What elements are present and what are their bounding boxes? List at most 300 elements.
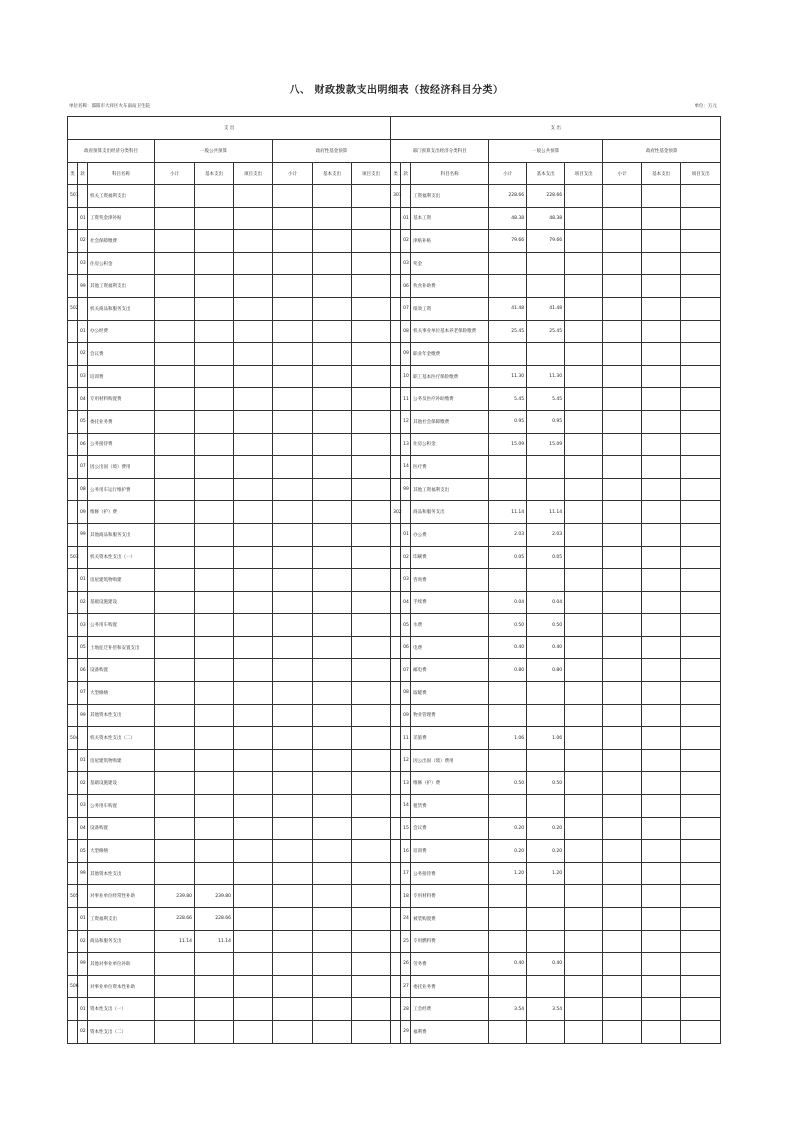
left-lei-cell xyxy=(68,998,78,1021)
left-subject-name-cell: 机关工资福利支出 xyxy=(88,185,155,208)
left-gen-project-cell xyxy=(234,365,273,388)
left-fund-project-cell xyxy=(352,433,391,456)
right-lei-cell xyxy=(391,704,401,727)
right-gen-basic-cell xyxy=(527,569,565,592)
right-subject-name-cell: 其他社会保障缴费 xyxy=(411,410,489,433)
left-fund-project-cell xyxy=(352,998,391,1021)
left-gen-project-cell xyxy=(234,659,273,682)
left-fund-project-cell xyxy=(352,772,391,795)
right-lei-cell xyxy=(391,523,401,546)
right-fund-project-cell xyxy=(681,953,721,976)
right-gen-basic-cell xyxy=(527,749,565,772)
left-lei-cell xyxy=(68,410,78,433)
right-gen-subtotal-header: 小计 xyxy=(489,163,527,185)
left-kuan-cell: 99 xyxy=(78,862,88,885)
page-title: 八、 财政拨款支出明细表（按经济科目分类） xyxy=(289,85,504,96)
right-lei-cell xyxy=(391,410,401,433)
right-fund-basic-cell xyxy=(642,185,681,208)
right-gen-project-cell xyxy=(565,885,603,908)
right-gen-subtotal-cell: 0.05 xyxy=(489,546,527,569)
left-fund-subtotal-cell xyxy=(273,207,313,230)
left-fund-basic-cell xyxy=(313,636,352,659)
right-kuan-cell: 03 xyxy=(401,252,411,275)
left-gen-subtotal-cell xyxy=(155,682,195,705)
right-gen-project-cell xyxy=(565,185,603,208)
right-fund-subtotal-cell xyxy=(603,817,642,840)
right-subject-name-cell: 医疗费 xyxy=(411,456,489,479)
right-gen-project-cell xyxy=(565,659,603,682)
right-fund-basic-cell xyxy=(642,795,681,818)
left-fund-budget-header: 政府性基金预算 xyxy=(273,140,391,163)
right-fund-project-cell xyxy=(681,456,721,479)
left-fund-basic-cell xyxy=(313,275,352,298)
right-gen-project-cell xyxy=(565,230,603,253)
left-gen-project-cell xyxy=(234,1020,273,1043)
left-gen-project-cell xyxy=(234,749,273,772)
left-gen-subtotal-cell: 228.66 xyxy=(155,908,195,931)
left-gen-project-cell xyxy=(234,682,273,705)
left-kuan-cell xyxy=(78,297,88,320)
right-gen-subtotal-cell: 1.20 xyxy=(489,862,527,885)
left-fund-project-cell xyxy=(352,795,391,818)
right-gen-basic-cell: 0.20 xyxy=(527,840,565,863)
right-fund-project-cell xyxy=(681,185,721,208)
right-lei-cell xyxy=(391,975,401,998)
right-gen-project-cell xyxy=(565,388,603,411)
left-subject-name-cell: 专用材料购置费 xyxy=(88,388,155,411)
right-gen-project-cell xyxy=(565,998,603,1021)
right-fund-project-cell xyxy=(681,478,721,501)
left-kuan-cell: 02 xyxy=(78,591,88,614)
left-kuan-cell: 99 xyxy=(78,704,88,727)
left-gen-subtotal-cell xyxy=(155,704,195,727)
left-kuan-cell: 06 xyxy=(78,659,88,682)
left-gen-basic-cell xyxy=(195,659,234,682)
right-kuan-cell: 15 xyxy=(401,817,411,840)
left-gen-basic-cell xyxy=(195,207,234,230)
right-subject-name-cell: 水费 xyxy=(411,614,489,637)
left-fund-basic-cell xyxy=(313,410,352,433)
left-lei-cell xyxy=(68,456,78,479)
table-row xyxy=(68,433,721,456)
right-gen-basic-cell xyxy=(527,682,565,705)
right-fund-basic-cell xyxy=(642,682,681,705)
left-fund-basic-cell xyxy=(313,185,352,208)
right-gen-subtotal-cell: 0.80 xyxy=(489,659,527,682)
left-gen-basic-cell xyxy=(195,320,234,343)
right-gen-project-cell xyxy=(565,795,603,818)
right-fund-basic-cell xyxy=(642,388,681,411)
right-kuan-cell: 11 xyxy=(401,727,411,750)
table-row xyxy=(68,591,721,614)
right-gen-project-cell xyxy=(565,546,603,569)
left-lei-cell: 503 xyxy=(68,546,78,569)
left-fund-project-cell xyxy=(352,1020,391,1043)
left-fund-project-cell xyxy=(352,523,391,546)
right-lei-cell: 302 xyxy=(391,501,401,524)
right-gen-subtotal-cell xyxy=(489,569,527,592)
left-gen-subtotal-cell: 239.80 xyxy=(155,885,195,908)
gov-class-header: 政府预算支出经济分类科目 xyxy=(68,140,155,163)
right-kuan-cell xyxy=(401,185,411,208)
table-row xyxy=(68,523,721,546)
left-fund-basic-cell xyxy=(313,546,352,569)
right-gen-basic-cell: 2.03 xyxy=(527,523,565,546)
right-gen-basic-cell: 0.95 xyxy=(527,410,565,433)
left-kuan-cell: 01 xyxy=(78,998,88,1021)
left-fund-subtotal-cell xyxy=(273,297,313,320)
right-lei-cell xyxy=(391,998,401,1021)
left-lei-cell xyxy=(68,817,78,840)
left-gen-basic-cell xyxy=(195,682,234,705)
left-fund-subtotal-cell xyxy=(273,388,313,411)
table-row xyxy=(68,817,721,840)
left-fund-project-header: 项目支出 xyxy=(352,163,391,185)
left-subject-name-cell: 资本性支出（二） xyxy=(88,1020,155,1043)
right-kuan-cell: 12 xyxy=(401,410,411,433)
left-kuan-cell xyxy=(78,975,88,998)
right-gen-basic-cell: 0.50 xyxy=(527,614,565,637)
right-fund-basic-cell xyxy=(642,343,681,366)
right-kuan-cell: 29 xyxy=(401,1020,411,1043)
left-fund-basic-cell xyxy=(313,207,352,230)
right-gen-basic-cell xyxy=(527,885,565,908)
left-gen-basic-cell xyxy=(195,727,234,750)
right-fund-project-cell xyxy=(681,908,721,931)
right-fund-subtotal-cell xyxy=(603,1020,642,1043)
right-gen-basic-cell: 5.45 xyxy=(527,388,565,411)
right-fund-subtotal-cell xyxy=(603,953,642,976)
right-gen-subtotal-cell: 15.09 xyxy=(489,433,527,456)
right-gen-basic-cell xyxy=(527,930,565,953)
left-gen-basic-cell: 11.14 xyxy=(195,930,234,953)
right-fund-project-cell xyxy=(681,749,721,772)
right-subject-name-cell: 电费 xyxy=(411,636,489,659)
table-row xyxy=(68,230,721,253)
left-gen-subtotal-cell xyxy=(155,862,195,885)
right-gen-subtotal-cell xyxy=(489,252,527,275)
right-fund-project-header: 项目支出 xyxy=(681,163,721,185)
currency-unit-label: 单位：万元 xyxy=(694,104,717,109)
left-kuan-cell: 01 xyxy=(78,749,88,772)
right-subject-name-cell: 职业年金缴费 xyxy=(411,343,489,366)
right-lei-cell xyxy=(391,885,401,908)
left-fund-basic-cell xyxy=(313,998,352,1021)
left-fund-basic-cell xyxy=(313,614,352,637)
table-row xyxy=(68,501,721,524)
table-row xyxy=(68,953,721,976)
left-lei-cell xyxy=(68,320,78,343)
left-fund-basic-cell xyxy=(313,840,352,863)
left-kuan-cell: 03 xyxy=(78,795,88,818)
left-lei-cell: 502 xyxy=(68,297,78,320)
right-gen-subtotal-cell: 0.40 xyxy=(489,636,527,659)
right-fund-subtotal-cell xyxy=(603,456,642,479)
left-gen-basic-cell xyxy=(195,546,234,569)
right-kuan-cell: 24 xyxy=(401,908,411,931)
left-fund-subtotal-cell xyxy=(273,930,313,953)
left-fund-subtotal-cell xyxy=(273,433,313,456)
left-gen-project-cell xyxy=(234,252,273,275)
left-lei-cell xyxy=(68,207,78,230)
left-fund-project-cell xyxy=(352,501,391,524)
left-gen-basic-cell xyxy=(195,365,234,388)
left-fund-project-cell xyxy=(352,207,391,230)
right-lei-cell xyxy=(391,930,401,953)
left-fund-basic-cell xyxy=(313,252,352,275)
right-fund-basic-cell xyxy=(642,749,681,772)
left-kuan-cell: 02 xyxy=(78,1020,88,1043)
left-subject-name-cell: 对事业单位资本性补助 xyxy=(88,975,155,998)
left-gen-subtotal-cell xyxy=(155,185,195,208)
left-subject-name-cell: 公务接待费 xyxy=(88,433,155,456)
left-lei-cell xyxy=(68,1020,78,1043)
right-subject-name-cell: 其他工资福利支出 xyxy=(411,478,489,501)
left-kuan-cell: 03 xyxy=(78,614,88,637)
left-gen-project-cell xyxy=(234,840,273,863)
table-row xyxy=(68,908,721,931)
left-kuan-cell: 99 xyxy=(78,523,88,546)
left-gen-subtotal-cell xyxy=(155,772,195,795)
right-lei-cell xyxy=(391,749,401,772)
right-gen-basic-cell xyxy=(527,343,565,366)
right-lei-cell xyxy=(391,1020,401,1043)
right-lei-cell xyxy=(391,297,401,320)
left-fund-subtotal-cell xyxy=(273,1020,313,1043)
right-kuan-cell: 26 xyxy=(401,953,411,976)
right-fund-project-cell xyxy=(681,840,721,863)
table-row xyxy=(68,704,721,727)
right-gen-basic-cell: 79.66 xyxy=(527,230,565,253)
right-gen-basic-cell: 25.45 xyxy=(527,320,565,343)
left-gen-project-cell xyxy=(234,230,273,253)
right-gen-basic-cell xyxy=(527,252,565,275)
right-gen-project-cell xyxy=(565,252,603,275)
left-gen-subtotal-cell xyxy=(155,252,195,275)
left-gen-project-cell xyxy=(234,772,273,795)
left-subject-name-cell: 办公经费 xyxy=(88,320,155,343)
dept-class-header: 部门预算支出经济分类科目 xyxy=(391,140,489,163)
left-gen-project-cell xyxy=(234,523,273,546)
right-subject-name-cell: 津贴补贴 xyxy=(411,230,489,253)
left-gen-subtotal-cell xyxy=(155,523,195,546)
right-fund-project-cell xyxy=(681,433,721,456)
left-fund-subtotal-cell xyxy=(273,636,313,659)
left-kuan-cell: 07 xyxy=(78,682,88,705)
right-fund-project-cell xyxy=(681,636,721,659)
table-row xyxy=(68,388,721,411)
left-fund-project-cell xyxy=(352,704,391,727)
right-fund-basic-cell xyxy=(642,908,681,931)
right-fund-subtotal-cell xyxy=(603,840,642,863)
table-row xyxy=(68,478,721,501)
left-fund-project-cell xyxy=(352,885,391,908)
left-kuan-cell: 03 xyxy=(78,365,88,388)
left-fund-subtotal-cell xyxy=(273,885,313,908)
left-lei-cell: 506 xyxy=(68,975,78,998)
left-subject-name-cell: 对事业单位经常性补助 xyxy=(88,885,155,908)
right-gen-subtotal-cell: 0.95 xyxy=(489,410,527,433)
left-gen-subtotal-header: 小计 xyxy=(155,163,195,185)
left-gen-basic-header: 基本支出 xyxy=(195,163,234,185)
right-fund-basic-cell xyxy=(642,817,681,840)
left-gen-basic-cell xyxy=(195,862,234,885)
right-subject-name-cell: 机关事业单位基本养老保险缴费 xyxy=(411,320,489,343)
table-row xyxy=(68,185,721,208)
left-lei-cell xyxy=(68,636,78,659)
right-fund-project-cell xyxy=(681,252,721,275)
right-lei-cell xyxy=(391,365,401,388)
right-gen-project-cell xyxy=(565,749,603,772)
left-kuan-cell: 07 xyxy=(78,456,88,479)
left-gen-project-cell xyxy=(234,614,273,637)
right-gen-subtotal-cell xyxy=(489,343,527,366)
table-row xyxy=(68,975,721,998)
right-fund-project-cell xyxy=(681,230,721,253)
left-fund-project-cell xyxy=(352,930,391,953)
right-gen-project-cell xyxy=(565,523,603,546)
right-gen-subtotal-cell xyxy=(489,975,527,998)
right-subject-name-cell: 委托业务费 xyxy=(411,975,489,998)
left-kuan-cell xyxy=(78,885,88,908)
left-gen-basic-cell xyxy=(195,636,234,659)
left-gen-project-cell xyxy=(234,704,273,727)
left-gen-basic-cell xyxy=(195,297,234,320)
right-fund-subtotal-cell xyxy=(603,546,642,569)
table-row xyxy=(68,727,721,750)
right-subject-name-cell: 维修（护）费 xyxy=(411,772,489,795)
right-gen-subtotal-cell: 0.50 xyxy=(489,772,527,795)
left-fund-basic-cell xyxy=(313,501,352,524)
left-fund-project-cell xyxy=(352,365,391,388)
left-gen-basic-cell xyxy=(195,230,234,253)
right-gen-project-cell xyxy=(565,682,603,705)
right-fund-basic-cell xyxy=(642,975,681,998)
left-fund-basic-cell xyxy=(313,727,352,750)
right-gen-project-cell xyxy=(565,433,603,456)
right-subject-name-cell: 奖金 xyxy=(411,252,489,275)
left-fund-basic-cell xyxy=(313,682,352,705)
right-fund-project-cell xyxy=(681,975,721,998)
left-subject-name-cell: 资本性支出（一） xyxy=(88,998,155,1021)
left-fund-basic-cell xyxy=(313,930,352,953)
left-fund-project-cell xyxy=(352,840,391,863)
left-gen-subtotal-cell xyxy=(155,320,195,343)
right-fund-basic-cell xyxy=(642,230,681,253)
right-lei-cell xyxy=(391,840,401,863)
left-fund-subtotal-cell xyxy=(273,727,313,750)
left-kuan-cell: 99 xyxy=(78,275,88,298)
left-fund-basic-cell xyxy=(313,297,352,320)
right-gen-subtotal-cell: 25.45 xyxy=(489,320,527,343)
right-gen-subtotal-cell xyxy=(489,456,527,479)
right-general-budget-header: 一般公共预算 xyxy=(489,140,603,163)
right-fund-basic-cell xyxy=(642,636,681,659)
right-gen-subtotal-cell xyxy=(489,682,527,705)
left-fund-basic-cell xyxy=(313,343,352,366)
left-gen-project-cell xyxy=(234,275,273,298)
table-row xyxy=(68,659,721,682)
left-gen-project-cell xyxy=(234,207,273,230)
right-fund-subtotal-header: 小计 xyxy=(603,163,642,185)
left-subject-name-cell: 土地征迁补偿和安置支出 xyxy=(88,636,155,659)
right-subject-name-cell: 劳务费 xyxy=(411,953,489,976)
right-gen-subtotal-cell xyxy=(489,885,527,908)
right-gen-project-cell xyxy=(565,320,603,343)
left-kuan-cell xyxy=(78,727,88,750)
right-gen-subtotal-cell: 1.06 xyxy=(489,727,527,750)
right-lei-cell xyxy=(391,433,401,456)
left-fund-subtotal-cell xyxy=(273,365,313,388)
left-subject-name-cell: 机关资本性支出（二） xyxy=(88,727,155,750)
left-fund-basic-header: 基本支出 xyxy=(313,163,352,185)
right-gen-subtotal-cell: 0.40 xyxy=(489,953,527,976)
right-subject-name-cell: 职工基本医疗保险缴费 xyxy=(411,365,489,388)
right-kuan-cell: 14 xyxy=(401,795,411,818)
right-fund-subtotal-cell xyxy=(603,659,642,682)
left-gen-basic-cell xyxy=(195,388,234,411)
right-fund-basic-cell xyxy=(642,930,681,953)
left-gen-basic-cell xyxy=(195,975,234,998)
right-gen-project-cell xyxy=(565,840,603,863)
right-fund-project-cell xyxy=(681,343,721,366)
left-fund-basic-cell xyxy=(313,478,352,501)
right-gen-basic-cell xyxy=(527,456,565,479)
right-fund-subtotal-cell xyxy=(603,749,642,772)
right-fund-basic-cell xyxy=(642,998,681,1021)
right-fund-subtotal-cell xyxy=(603,230,642,253)
right-fund-project-cell xyxy=(681,388,721,411)
left-lei-cell xyxy=(68,388,78,411)
right-gen-basic-cell xyxy=(527,1020,565,1043)
left-gen-basic-cell xyxy=(195,275,234,298)
left-lei-cell xyxy=(68,682,78,705)
right-fund-basic-cell xyxy=(642,659,681,682)
left-lei-cell xyxy=(68,704,78,727)
left-gen-basic-cell xyxy=(195,456,234,479)
left-fund-project-cell xyxy=(352,320,391,343)
left-fund-subtotal-cell xyxy=(273,772,313,795)
right-fund-subtotal-cell xyxy=(603,343,642,366)
right-subject-name-cell: 公务员医疗补助缴费 xyxy=(411,388,489,411)
table-row xyxy=(68,275,721,298)
right-gen-basic-header: 基本支出 xyxy=(527,163,565,185)
left-lei-cell: 501 xyxy=(68,185,78,208)
left-fund-subtotal-cell xyxy=(273,456,313,479)
left-kuan-cell: 01 xyxy=(78,207,88,230)
right-subject-name-cell: 取暖费 xyxy=(411,682,489,705)
right-kuan-header: 款 xyxy=(401,163,411,185)
left-subject-name-cell: 公务用车运行维护费 xyxy=(88,478,155,501)
right-fund-basic-cell xyxy=(642,953,681,976)
right-fund-subtotal-cell xyxy=(603,591,642,614)
right-fund-project-cell xyxy=(681,410,721,433)
left-gen-project-cell xyxy=(234,953,273,976)
left-lei-cell xyxy=(68,523,78,546)
right-kuan-cell: 08 xyxy=(401,320,411,343)
left-gen-subtotal-cell xyxy=(155,230,195,253)
right-subject-name-cell: 福利费 xyxy=(411,1020,489,1043)
right-gen-basic-cell xyxy=(527,704,565,727)
right-kuan-cell: 02 xyxy=(401,230,411,253)
left-gen-subtotal-cell xyxy=(155,840,195,863)
left-gen-project-cell xyxy=(234,885,273,908)
right-fund-project-cell xyxy=(681,591,721,614)
left-fund-basic-cell xyxy=(313,569,352,592)
right-lei-cell xyxy=(391,591,401,614)
left-fund-basic-cell xyxy=(313,772,352,795)
left-gen-subtotal-cell xyxy=(155,343,195,366)
